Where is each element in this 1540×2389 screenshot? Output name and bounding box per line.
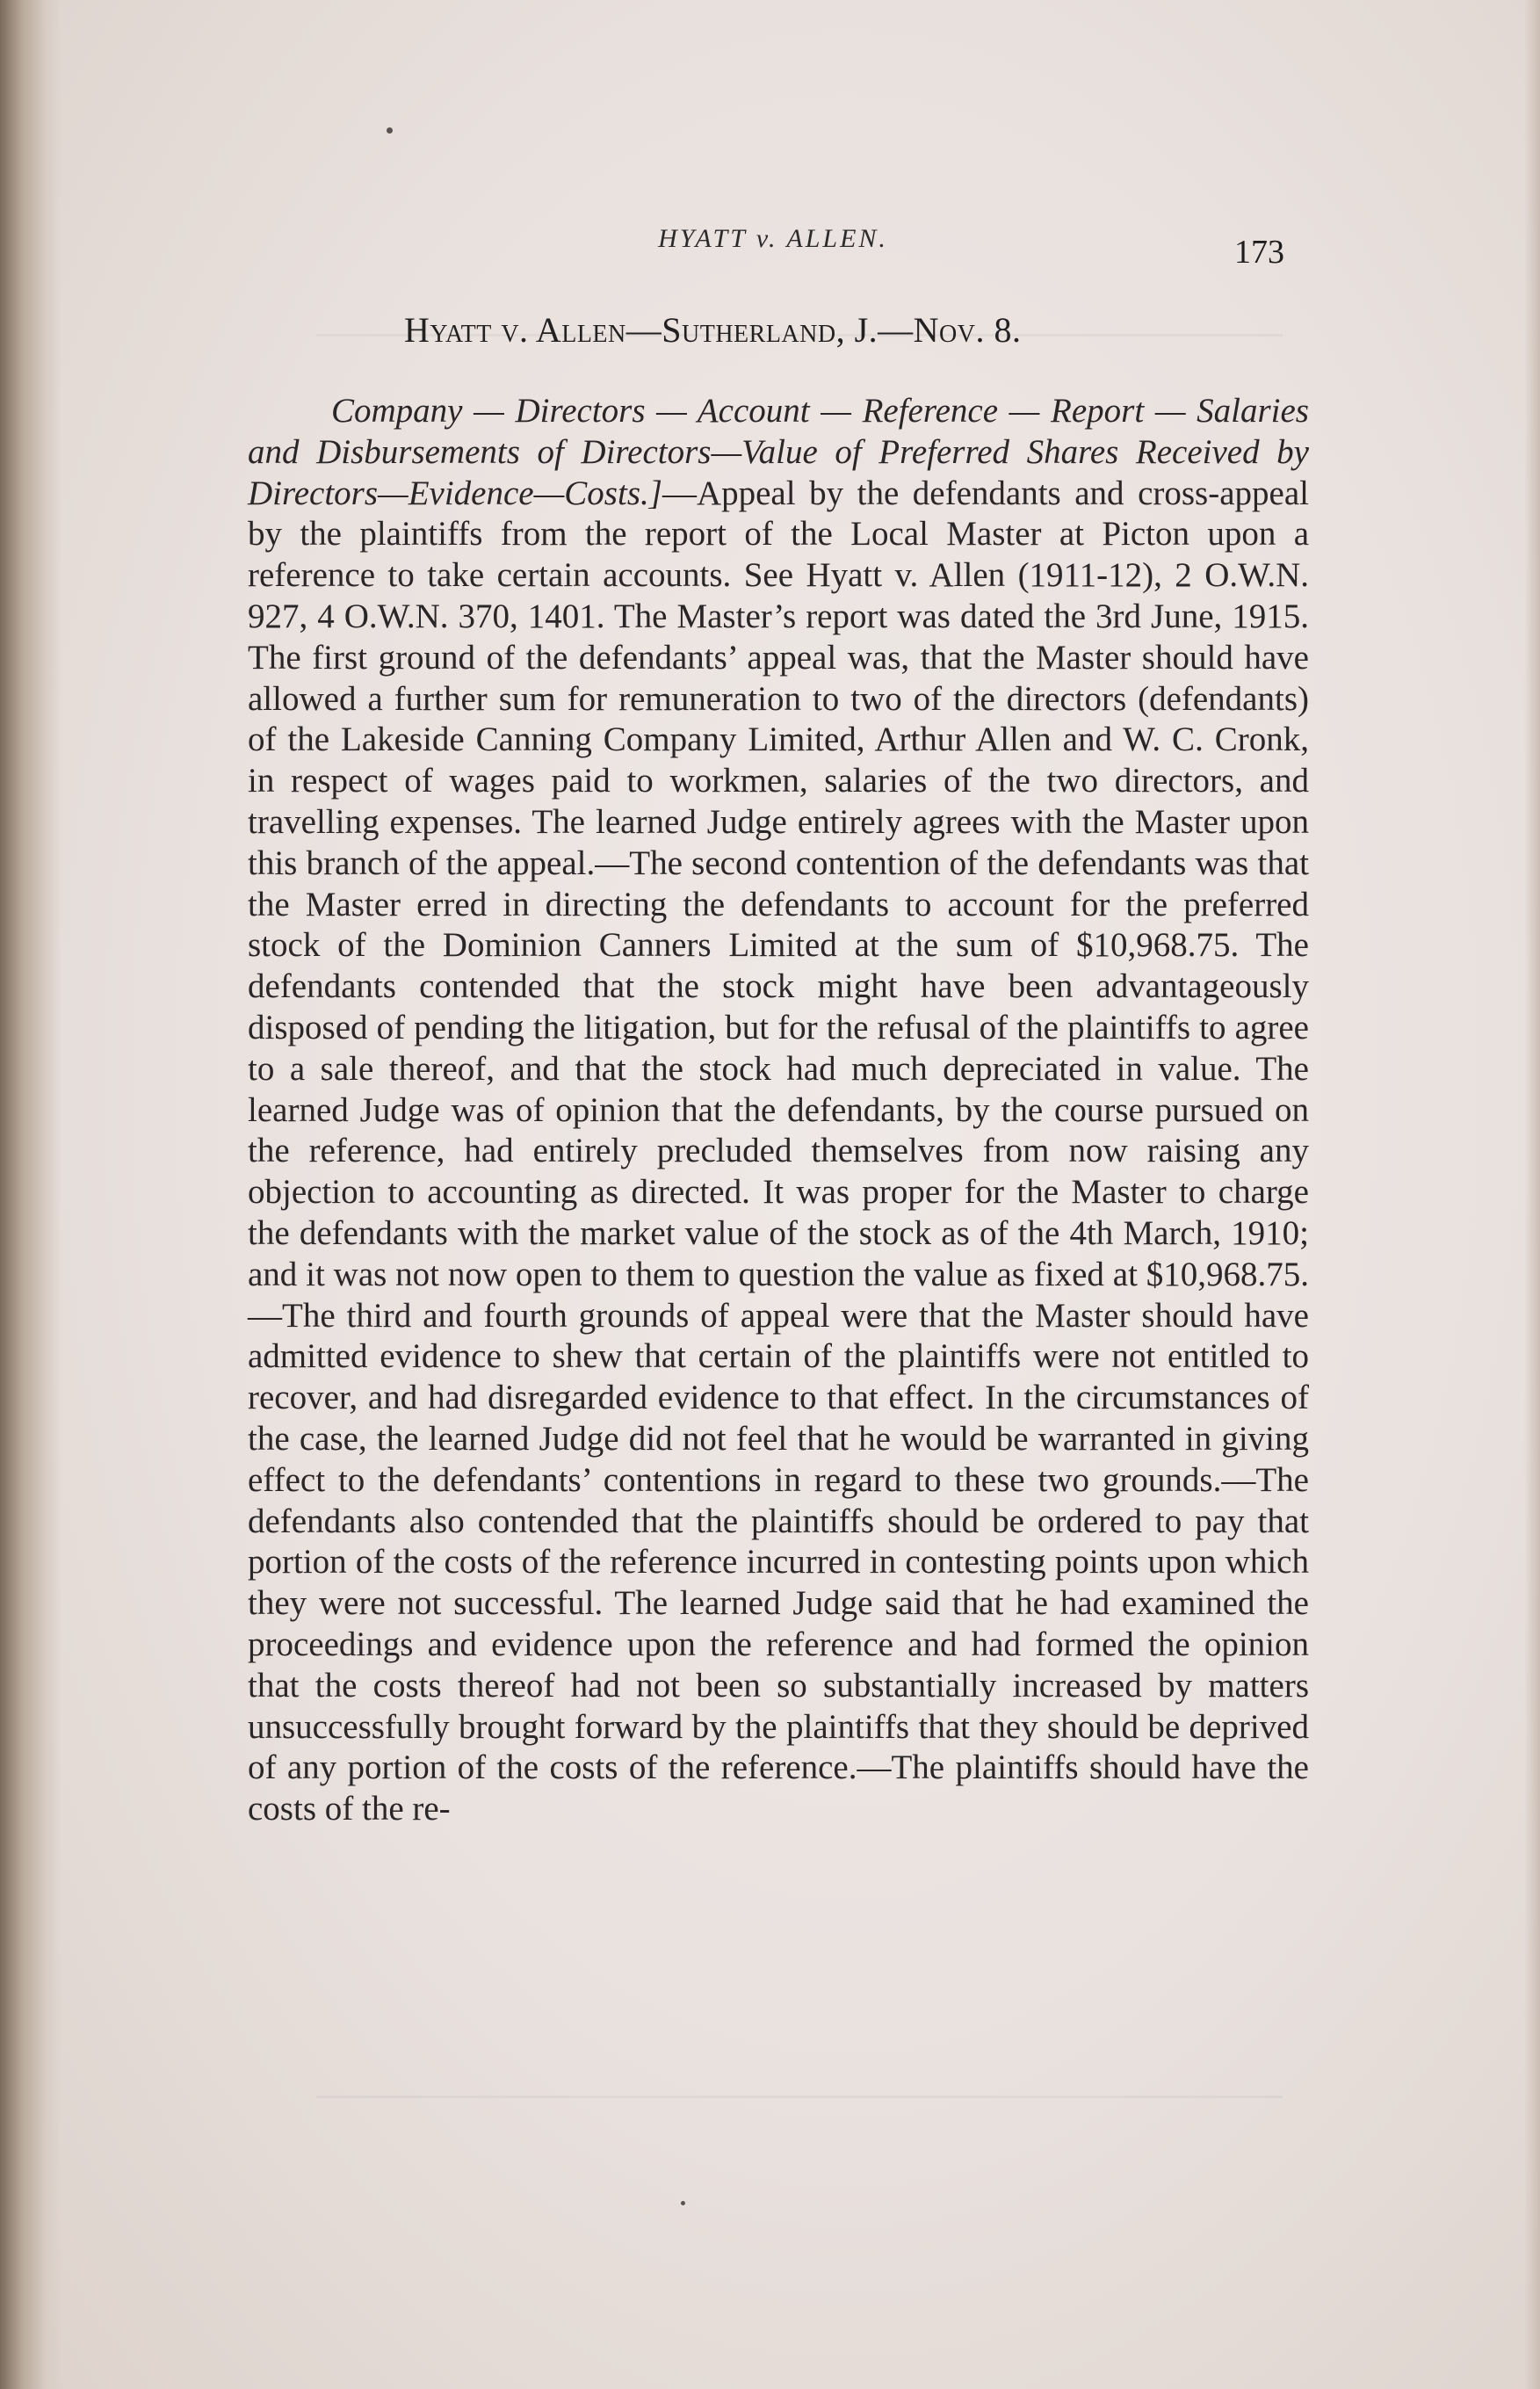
running-head: HYATT v. ALLEN. [658,224,888,253]
paper-speck [681,2201,685,2205]
paper-speck [387,127,393,134]
case-report-paragraph [248,391,1309,1830]
report-body: —Appeal by the defendants and cross-appeal by the plaintiffs from the report of the Local Master at Picton upon a reference to take certain accounts. See Hyatt v. Allen (1911-12), 2 O.W.N. 927, 4 O.W.N. 370, 1401. The Master’s report was dated the 3rd June, 1915. The first ground of the defendants’ appeal was, that the Master should have allowed a further sum for remuneration to two of the directors (defendants) of the Lakeside Canning Company Limited, Arthur Allen and W. C. Cronk, in respect of wages paid to workmen, salaries of the two directors, and travelling expenses. The learned Judge entirely agrees with the Master upon this branch of the appeal.—The second contention of the defendants was that the Master erred in directing the defendants to account for the preferred stock of the Dominion Canners Limited at the sum of $10,968.75. The defendants contended that the stock might have been advantageously disposed of pending the litigation, but for the refusal of the plaintiffs to agree to a sale thereof, and that the stock had much depreciated in value. The learned Judge was of opinion that the defendants, by the course pursued on the reference, had entirely precluded themselves from now raising any objection to accounting as directed. It was proper for the Master to charge the defendants with the market value of the stock as of the 4th March, 1910; and it was not now open to them to question the value as fixed at $10,968.75.—The third and fourth grounds of appeal were that the Master should have admitted evidence to shew that certain of the plaintiffs were not entitled to recover, and had disregarded evidence to that effect. In the circumstances of the case, the learned Judge did not feel that he would be warranted in giving effect to the defendants’ contentions in regard to these two grounds.—The defendants also contended that the plaintiffs should be ordered to pay that portion of the costs of the reference incurred in contesting points upon which they were not successful. The learned Judge said that he had examined the proceedings and evidence upon the reference and had formed the opinion that the costs thereof had not been so substantially increased by matters unsuccessfully brought forward by the plaintiffs that they should be deprived of any portion of the costs of the reference.—The plaintiffs should have the costs of the re- [248,474,1309,1828]
case-heading: Hyatt v. Allen—Sutherland, J.—Nov. 8. [404,310,1022,350]
binding-shadow [0,0,61,2389]
page-edge [1524,0,1540,2389]
show-through [316,2096,1283,2098]
page-number: 173 [1234,234,1284,271]
headnote: Company — Directors — Account — Reference — Report — Salaries and Disbursements of Directors—Value of Preferred Shares Received by Directors—Evidence—Costs.] [248,392,1309,512]
